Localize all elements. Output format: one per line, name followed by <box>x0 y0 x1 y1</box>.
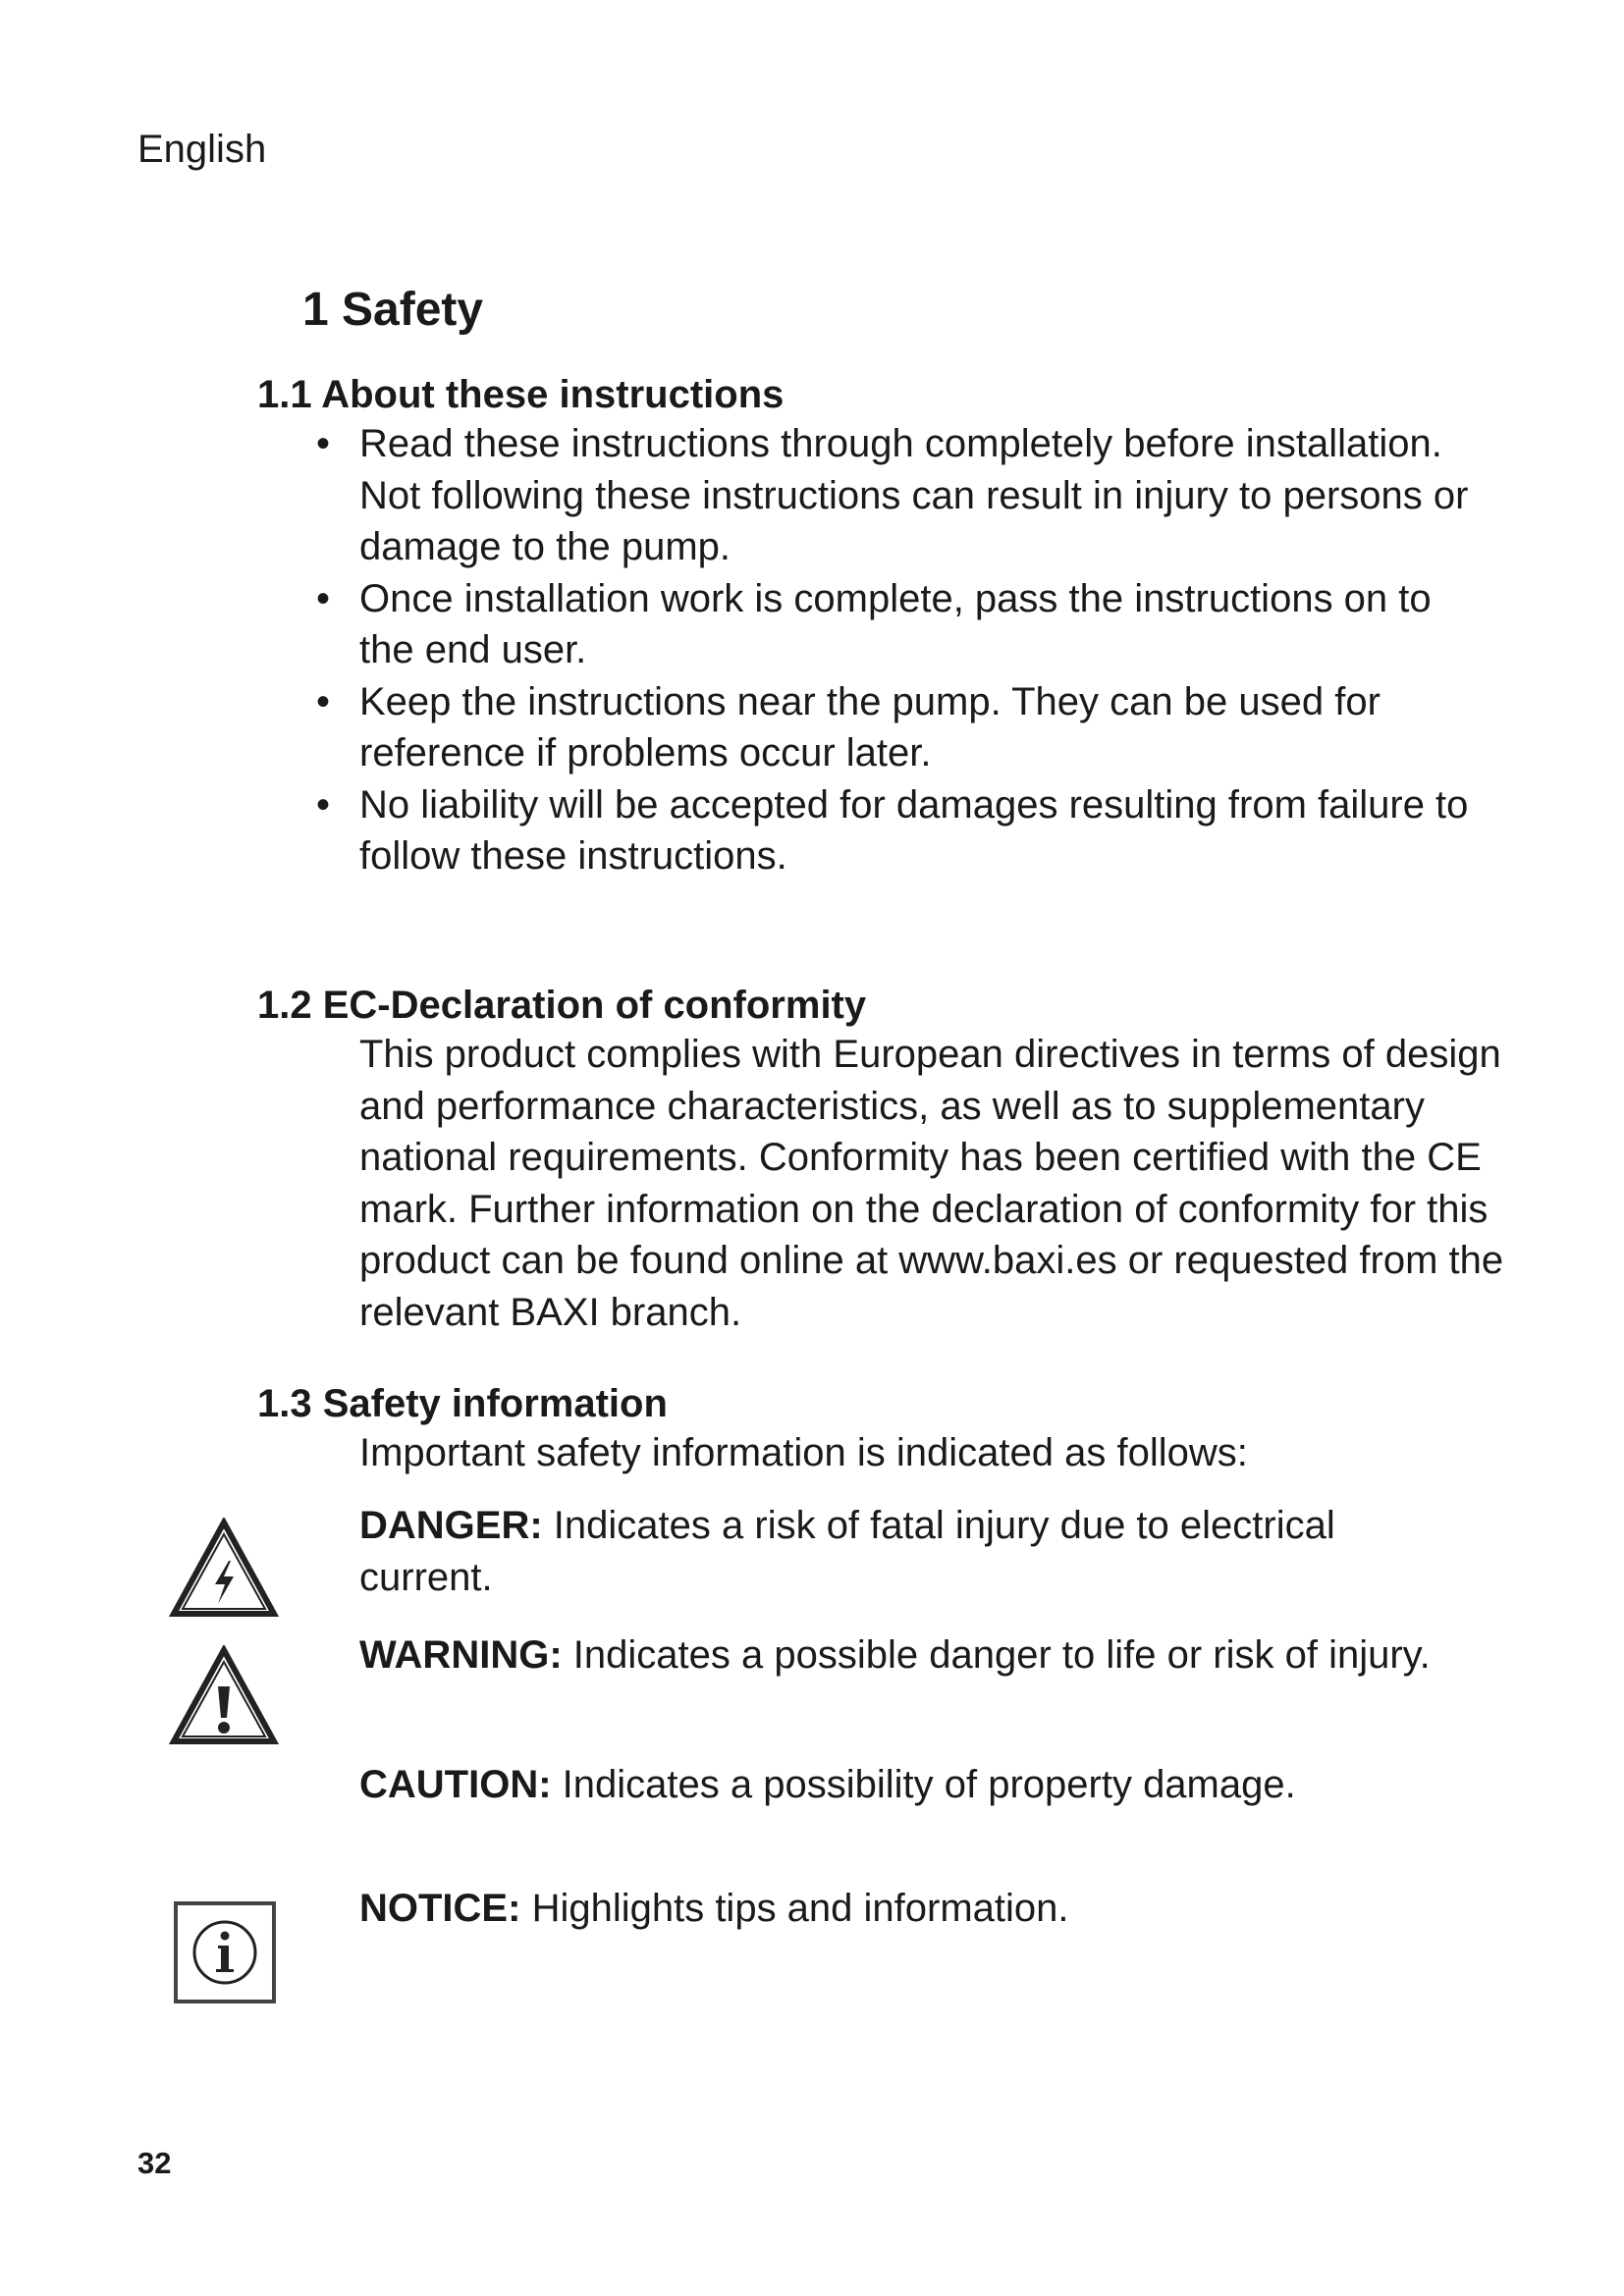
caution-hint <box>359 1759 1459 1811</box>
list-item-text: Keep the instructions near the pump. They can be used for reference if problems occur later. <box>359 679 1380 774</box>
caution-text: Indicates a possibility of property damage. <box>562 1763 1296 1806</box>
danger-label: DANGER: <box>359 1504 543 1547</box>
section-heading-safety-information: 1.3 Safety information <box>257 1382 668 1425</box>
warning-triangle-icon <box>169 1645 279 1747</box>
caution-label: CAUTION: <box>359 1763 552 1806</box>
notice-hint <box>359 1883 1459 1935</box>
list-item <box>316 573 1475 676</box>
notice-label: NOTICE: <box>359 1887 521 1930</box>
safety-information-intro: Important safety information is indicated as follows: <box>359 1431 1248 1474</box>
section-heading-ec-declaration: 1.2 EC-Declaration of conformity <box>257 984 867 1027</box>
danger-hint <box>359 1500 1459 1603</box>
info-icon <box>173 1900 277 2004</box>
warning-label: WARNING: <box>359 1633 563 1677</box>
chapter-title: 1 Safety <box>302 284 484 336</box>
list-item-text: No liability will be accepted for damages resulting from failure to follow these instructions. <box>359 782 1469 878</box>
list-item-text: Once installation work is complete, pass the instructions on to the end user. <box>359 576 1432 671</box>
list-item <box>316 779 1475 882</box>
list-item-text: Read these instructions through completely before installation. <box>359 422 1442 465</box>
about-instructions-list <box>316 418 1475 882</box>
danger-text: Indicates a risk of fatal injury due to electrical current. <box>359 1504 1335 1599</box>
list-item <box>316 418 1475 573</box>
page-number: 32 <box>137 2146 172 2180</box>
list-item <box>316 676 1475 779</box>
section-heading-about-instructions: 1.1 About these instructions <box>257 373 785 416</box>
electrical-hazard-icon <box>169 1518 279 1620</box>
warning-hint <box>359 1629 1459 1682</box>
list-item-note: Not following these instructions can result in injury to persons or damage to the pump. <box>359 473 1469 568</box>
page-language-label: English <box>137 128 267 171</box>
ec-declaration-body: This product complies with European directives in terms of design and performance characteristics, as well as to supplementary national requirements. Conformity has been certified with the CE mark. Further information on the declaration of conformity for this product can be found online at www.baxi.es or requested from the relevant BAXI branch. <box>359 1033 1504 1334</box>
notice-text: Highlights tips and information. <box>531 1887 1069 1930</box>
warning-text: Indicates a possible danger to life or risk of injury. <box>572 1633 1431 1677</box>
